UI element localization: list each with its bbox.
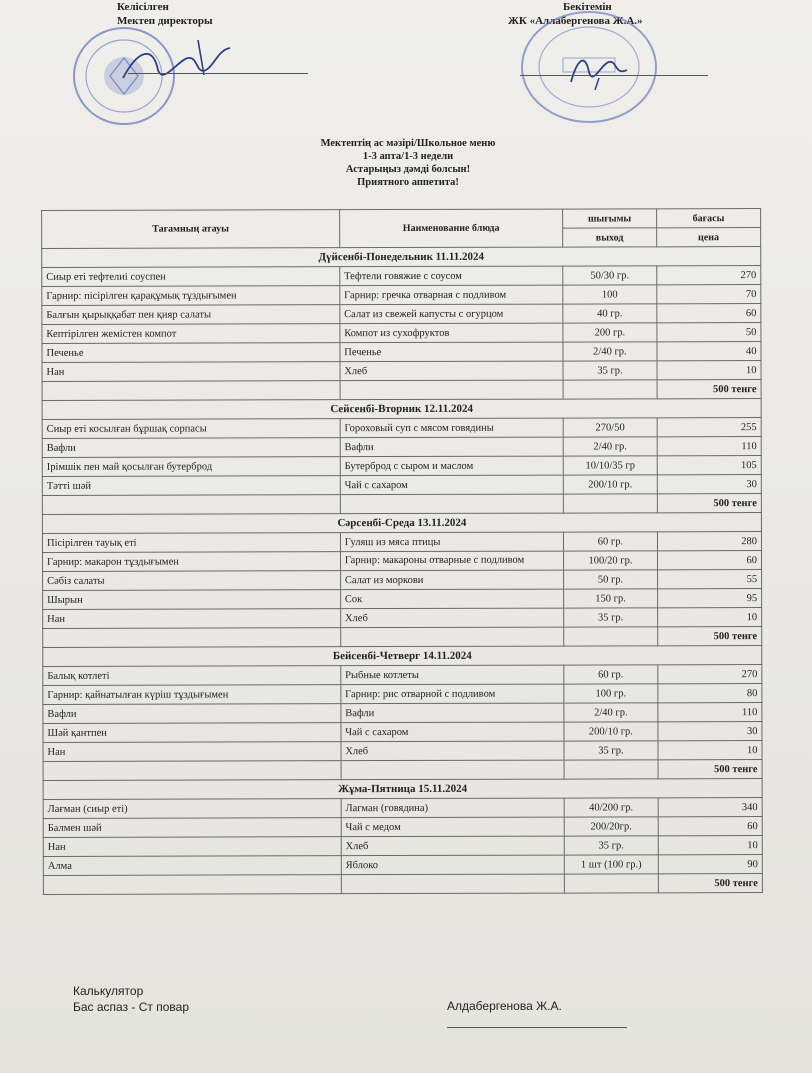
- dish-price: 110: [657, 437, 761, 456]
- dish-output: 150 гр.: [564, 589, 658, 608]
- dish-price: 10: [658, 741, 762, 760]
- dish-name-ru: Салат из свежей капусты с огурцом: [340, 304, 563, 324]
- menu-row: [42, 266, 761, 287]
- approval-left-title: Келісілген: [117, 1, 169, 13]
- dish-name-ru: Яблоко: [341, 855, 564, 875]
- owner-signature-line: [520, 75, 708, 76]
- dish-price: 60: [658, 817, 762, 836]
- dish-price: 10: [658, 836, 762, 855]
- dish-name-kz: Балғын қырыққабат пен қияр салаты: [42, 305, 340, 325]
- empty-cell: [43, 628, 341, 648]
- menu-row: [42, 437, 761, 458]
- dish-price: 280: [657, 532, 761, 551]
- dish-output: 40/200 гр.: [564, 798, 658, 817]
- day-header-row: [43, 646, 762, 667]
- dish-output: 50 гр.: [564, 570, 658, 589]
- menu-body: [42, 247, 763, 895]
- menu-row: [42, 323, 761, 344]
- day-total-row: [43, 760, 762, 781]
- day-title: Сәрсенбі-Среда 13.11.2024: [42, 513, 761, 534]
- dish-price: 340: [658, 798, 762, 817]
- dish-name-ru: Салат из моркови: [340, 570, 563, 590]
- day-total: 500 тенге: [657, 494, 761, 513]
- empty-cell: [340, 627, 563, 647]
- menu-table: [41, 208, 763, 895]
- dish-name-ru: Рыбные котлеты: [341, 665, 564, 685]
- menu-row: [43, 665, 762, 686]
- dish-output: 1 шт (100 гр.): [564, 855, 658, 874]
- dish-price: 10: [657, 361, 761, 380]
- dish-output: 35 гр.: [563, 361, 657, 380]
- day-total-row: [43, 627, 762, 648]
- empty-cell: [43, 761, 341, 781]
- menu-row: [43, 817, 762, 838]
- chef-name: Алдабергенова Ж.А.: [447, 999, 562, 1013]
- empty-cell: [42, 381, 340, 401]
- dish-name-ru: Хлеб: [341, 836, 564, 856]
- dish-name-kz: Пісірілген тауық еті: [42, 533, 340, 553]
- dish-name-ru: Чай с медом: [341, 817, 564, 837]
- menu-row: [42, 342, 761, 363]
- day-total: 500 тенге: [658, 874, 762, 893]
- dish-name-ru: Сок: [340, 589, 563, 609]
- dish-name-kz: Гарнир: пісірілген қарақұмық тұздығымен: [42, 286, 340, 306]
- dish-output: 60 гр.: [564, 532, 658, 551]
- dish-name-kz: Тәтті шәй: [42, 476, 340, 496]
- footer-chef-role: Бас аспаз - Ст повар: [73, 1000, 190, 1014]
- menu-row: [43, 703, 762, 724]
- dish-name-ru: Гуляш из мяса птицы: [340, 532, 563, 552]
- day-total-row: [42, 380, 761, 401]
- dish-price: 270: [658, 665, 762, 684]
- dish-name-kz: Нан: [42, 362, 340, 382]
- dish-price: 80: [658, 684, 762, 703]
- day-header-row: [42, 399, 761, 420]
- dish-output: 200/10 гр.: [563, 475, 657, 494]
- director-signature-line: [128, 73, 308, 74]
- day-title: Дүйсенбі-Понедельник 11.11.2024: [42, 247, 761, 268]
- menu-row: [42, 456, 761, 477]
- dish-output: 35 гр.: [564, 836, 658, 855]
- menu-row: [43, 551, 762, 572]
- day-total-row: [42, 494, 761, 515]
- dish-output: 100: [563, 285, 657, 304]
- menu-row: [42, 304, 761, 325]
- dish-price: 50: [657, 323, 761, 342]
- dish-name-ru: Гарнир: макароны отварные с подливом: [340, 551, 563, 571]
- empty-cell: [341, 760, 564, 780]
- greeting-kz: Астарыңыз дәмді болсын!: [345, 164, 471, 175]
- dish-name-kz: Нан: [43, 837, 341, 857]
- menu-row: [43, 855, 762, 876]
- dish-price: 105: [657, 456, 761, 475]
- day-total: 500 тенге: [657, 380, 761, 399]
- dish-price: 55: [657, 570, 761, 589]
- column-header-output-kz: шығымы: [563, 209, 657, 228]
- dish-name-ru: Хлеб: [340, 361, 563, 381]
- dish-price: 110: [658, 703, 762, 722]
- menu-row: [42, 361, 761, 382]
- dish-output: 2/40 гр.: [563, 437, 657, 456]
- empty-cell: [563, 380, 657, 399]
- dish-name-ru: Тефтели говяжие с соусом: [340, 266, 563, 286]
- dish-output: 2/40 гр.: [564, 703, 658, 722]
- dish-name-ru: Бутерброд с сыром и маслом: [340, 456, 563, 476]
- dish-name-kz: Печенье: [42, 343, 340, 363]
- empty-cell: [340, 380, 563, 400]
- dish-price: 255: [657, 418, 761, 437]
- dish-name-ru: Печенье: [340, 342, 563, 362]
- dish-name-kz: Вафли: [43, 704, 341, 724]
- menu-weeks: 1-3 апта/1-3 недели: [362, 151, 454, 162]
- dish-output: 200/20гр.: [564, 817, 658, 836]
- approval-right-entity: ЖК «Аллабергенова Ж.А.»: [508, 15, 643, 27]
- dish-name-kz: Гарнир: макарон тұздығымен: [43, 552, 341, 572]
- menu-row: [42, 418, 761, 439]
- dish-price: 90: [658, 855, 762, 874]
- dish-name-ru: Чай с сахаром: [340, 475, 563, 495]
- dish-output: 35 гр.: [564, 608, 658, 627]
- dish-name-kz: Сиыр еті тефтелиі соуспен: [42, 267, 340, 287]
- column-header-output-ru: выход: [563, 228, 657, 247]
- dish-name-ru: Вафли: [340, 437, 563, 457]
- dish-price: 70: [657, 285, 761, 304]
- dish-output: 2/40 гр.: [563, 342, 657, 361]
- day-title: Сейсенбі-Вторник 12.11.2024: [42, 399, 761, 420]
- day-header-row: [42, 247, 761, 268]
- dish-name-kz: Гарнир: қайнатылған күріш тұздығымен: [43, 685, 341, 705]
- day-total-row: [43, 874, 762, 895]
- dish-price: 10: [657, 608, 761, 627]
- column-header-ru: Наименование блюда: [339, 209, 562, 248]
- menu-header: [0, 137, 812, 189]
- menu-row: [43, 684, 762, 705]
- dish-name-ru: Вафли: [341, 703, 564, 723]
- dish-name-kz: Алма: [43, 856, 341, 876]
- day-title: Бейсенбі-Четверг 14.11.2024: [43, 646, 762, 667]
- empty-cell: [43, 875, 341, 895]
- owner-signature: [565, 42, 635, 92]
- day-total: 500 тенге: [658, 760, 762, 779]
- empty-cell: [564, 760, 658, 779]
- dish-output: 50/30 гр.: [563, 266, 657, 285]
- dish-price: 95: [657, 589, 761, 608]
- menu-row: [43, 722, 762, 743]
- dish-price: 60: [657, 304, 761, 323]
- dish-output: 10/10/35 гр: [563, 456, 657, 475]
- dish-name-ru: Гороховый суп с мясом говядины: [340, 418, 563, 438]
- dish-name-ru: Гарнир: гречка отварная с подливом: [340, 285, 563, 305]
- day-header-row: [43, 779, 762, 800]
- dish-name-kz: Сәбіз салаты: [43, 571, 341, 591]
- dish-name-kz: Нан: [43, 742, 341, 762]
- dish-name-kz: Шырын: [43, 590, 341, 610]
- dish-price: 30: [658, 722, 762, 741]
- approval-right-title: Бекітемін: [563, 1, 612, 13]
- director-signature: [118, 30, 238, 90]
- dish-name-kz: Кептірілген жемістен компот: [42, 324, 340, 344]
- dish-name-kz: Ірімшік пен май қосылған бутерброд: [42, 457, 340, 477]
- dish-name-kz: Лағман (сиыр еті): [43, 799, 341, 819]
- menu-row: [43, 741, 762, 762]
- dish-name-kz: Сиыр еті косылған бұршақ сорпасы: [42, 419, 340, 439]
- dish-name-ru: Хлеб: [340, 608, 563, 628]
- menu-title: Мектептің ас мәзірі/Школьное меню: [320, 138, 496, 149]
- chef-signature-line: [447, 1027, 627, 1028]
- day-header-row: [42, 513, 761, 534]
- column-header-kz: Тағамның атауы: [42, 210, 340, 249]
- column-header-price-kz: бағасы: [656, 209, 760, 228]
- day-total: 500 тенге: [657, 627, 761, 646]
- menu-row: [43, 570, 762, 591]
- dish-output: 100 гр.: [564, 684, 658, 703]
- empty-cell: [42, 495, 340, 515]
- menu-row: [43, 589, 762, 610]
- empty-cell: [341, 874, 564, 894]
- empty-cell: [340, 494, 563, 514]
- dish-output: 60 гр.: [564, 665, 658, 684]
- empty-cell: [564, 874, 658, 893]
- dish-price: 40: [657, 342, 761, 361]
- dish-price: 270: [656, 266, 760, 285]
- dish-name-kz: Вафли: [42, 438, 340, 458]
- menu-row: [43, 608, 762, 629]
- menu-row: [42, 285, 761, 306]
- column-header-price-ru: цена: [656, 228, 760, 247]
- dish-name-kz: Балмен шәй: [43, 818, 341, 838]
- dish-price: 30: [657, 475, 761, 494]
- dish-output: 35 гр.: [564, 741, 658, 760]
- dish-output: 100/20 гр.: [564, 551, 658, 570]
- dish-name-ru: Гарнир: рис отварной с подливом: [341, 684, 564, 704]
- dish-name-ru: Компот из сухофруктов: [340, 323, 563, 343]
- dish-output: 200/10 гр.: [564, 722, 658, 741]
- dish-name-kz: Балық котлеті: [43, 666, 341, 686]
- day-title: Жұма-Пятница 15.11.2024: [43, 779, 762, 800]
- dish-output: 270/50: [563, 418, 657, 437]
- empty-cell: [564, 627, 658, 646]
- empty-cell: [563, 494, 657, 513]
- dish-name-ru: Лагман (говядина): [341, 798, 564, 818]
- dish-output: 200 гр.: [563, 323, 657, 342]
- dish-name-kz: Нан: [43, 609, 341, 629]
- menu-row: [43, 836, 762, 857]
- dish-name-ru: Хлеб: [341, 741, 564, 761]
- menu-row: [42, 532, 761, 553]
- dish-name-kz: Шәй қантпен: [43, 723, 341, 743]
- footer-calculator: Калькулятор: [73, 984, 144, 998]
- footer: [73, 983, 189, 1015]
- approval-left-role: Мектеп директоры: [117, 15, 213, 27]
- greeting-ru: Приятного аппетита!: [357, 177, 459, 188]
- dish-name-ru: Чай с сахаром: [341, 722, 564, 742]
- dish-output: 40 гр.: [563, 304, 657, 323]
- menu-row: [42, 475, 761, 496]
- menu-row: [43, 798, 762, 819]
- dish-price: 60: [657, 551, 761, 570]
